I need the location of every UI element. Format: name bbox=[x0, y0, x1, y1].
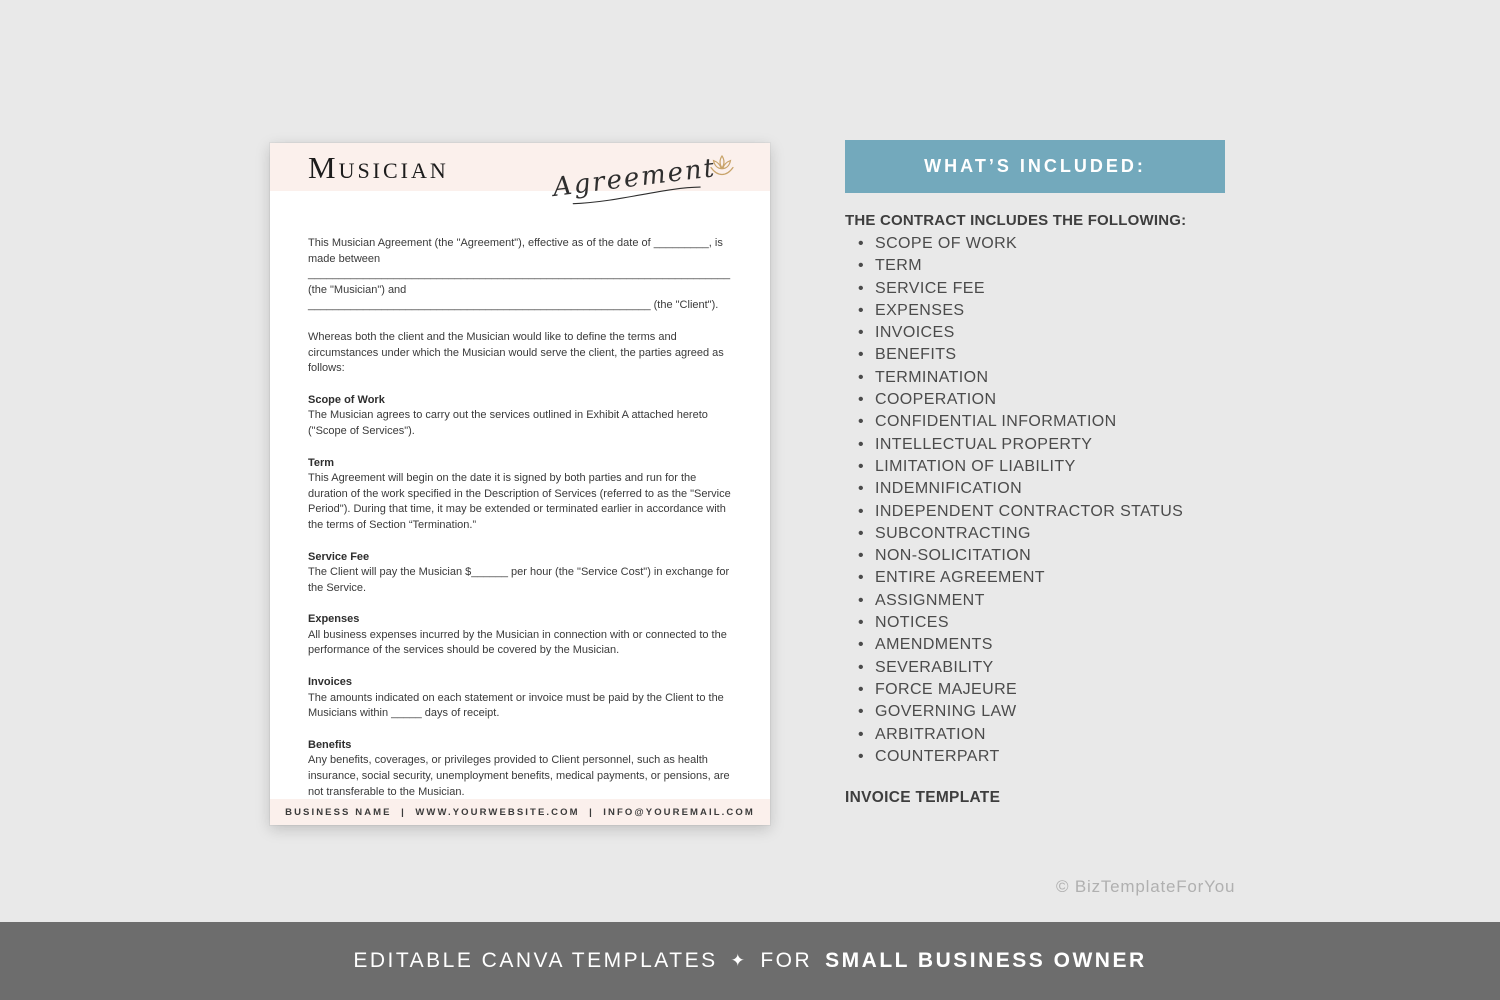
included-item: • INDEMNIFICATION bbox=[858, 478, 1183, 500]
contract-section bbox=[308, 612, 732, 659]
included-item: • GOVERNING LAW bbox=[858, 701, 1183, 723]
contract-body bbox=[308, 236, 732, 816]
included-item: • SEVERABILITY bbox=[858, 657, 1183, 679]
included-item: • INVOICES bbox=[858, 322, 1183, 344]
contract-section bbox=[308, 393, 732, 440]
included-item: • TERMINATION bbox=[858, 367, 1183, 389]
included-list bbox=[858, 233, 1183, 768]
included-item: • ASSIGNMENT bbox=[858, 590, 1183, 612]
included-item: • ARBITRATION bbox=[858, 724, 1183, 746]
intro-paragraph: This Musician Agreement (the "Agreement"), effective as of the date of _________, is made between _____________________________________________________________________ (the "Musician") and ________________________________________________________ (the "Client"). bbox=[308, 237, 731, 312]
section-body: All business expenses incurred by the Musician in connection with or connected to the performance of the services should be covered by the Musician. bbox=[308, 628, 727, 657]
whats-included-banner bbox=[845, 140, 1225, 193]
page-title: Musician bbox=[308, 150, 449, 185]
included-item: • CONFIDENTIAL INFORMATION bbox=[858, 411, 1183, 433]
footer-text-for: FOR bbox=[760, 949, 813, 972]
watermark: © BizTemplateForYou bbox=[1056, 877, 1236, 896]
included-item: • AMENDMENTS bbox=[858, 634, 1183, 656]
included-item: • BENEFITS bbox=[858, 344, 1183, 366]
contract-section bbox=[308, 675, 732, 722]
section-body: The Musician agrees to carry out the services outlined in Exhibit A attached hereto ("Scope of Services"). bbox=[308, 409, 708, 437]
invoice-template-label: INVOICE TEMPLATE bbox=[845, 789, 1001, 806]
section-body: The amounts indicated on each statement or invoice must be paid by the Client to the Musicians within _____ days of receipt. bbox=[308, 691, 724, 720]
section-heading: Expenses bbox=[308, 613, 360, 626]
contract-page bbox=[270, 143, 770, 825]
included-item: • COUNTERPART bbox=[858, 746, 1183, 768]
included-item: • ENTIRE AGREEMENT bbox=[858, 567, 1183, 589]
section-heading: Service Fee bbox=[308, 550, 370, 563]
section-body: The Client will pay the Musician $______ per hour (the "Service Cost") in exchange for the Service. bbox=[308, 566, 730, 594]
section-body: This Agreement will begin on the date it is signed by both parties and run for the duration of the work specified in the Description of Services (referred to as the "Service Period"). During that time, it may be extended or terminated earlier in accordance with the terms of Section “Termination.” bbox=[308, 472, 731, 531]
contact-line: BUSINESS NAME | WWW.YOURWEBSITE.COM | INFO@YOUREMAIL.COM bbox=[285, 806, 755, 818]
section-heading: Benefits bbox=[308, 738, 352, 751]
included-item: • COOPERATION bbox=[858, 389, 1183, 411]
included-item: • TERM bbox=[858, 255, 1183, 277]
contract-sections bbox=[308, 393, 732, 800]
included-item: • INDEPENDENT CONTRACTOR STATUS bbox=[858, 501, 1183, 523]
included-item: • NOTICES bbox=[858, 612, 1183, 634]
contract-section bbox=[308, 456, 732, 534]
contract-section bbox=[308, 550, 732, 597]
section-heading: Scope of Work bbox=[308, 393, 385, 406]
whats-included-label: WHAT’S INCLUDED: bbox=[924, 156, 1146, 176]
sparkle-icon: ✦ bbox=[730, 951, 748, 970]
included-item: • FORCE MAJEURE bbox=[858, 679, 1183, 701]
page-footer-band bbox=[270, 799, 770, 825]
contract-includes-heading: THE CONTRACT INCLUDES THE FOLLOWING: bbox=[845, 212, 1187, 229]
intro-paragraph: Whereas both the client and the Musician would like to define the terms and circumstances under which the Musician would serve the client, the parties agreed as follows: bbox=[308, 330, 724, 375]
contract-section bbox=[308, 738, 732, 800]
lotus-icon bbox=[708, 154, 736, 180]
included-item: • SERVICE FEE bbox=[858, 278, 1183, 300]
included-item: • INTELLECTUAL PROPERTY bbox=[858, 434, 1183, 456]
section-heading: Invoices bbox=[308, 676, 353, 689]
footer-bar bbox=[0, 922, 1500, 1000]
section-heading: Term bbox=[308, 456, 335, 469]
included-item: • SUBCONTRACTING bbox=[858, 523, 1183, 545]
included-item: • EXPENSES bbox=[858, 300, 1183, 322]
script-title-text: Agreement bbox=[551, 153, 718, 203]
footer-text-bold: SMALL BUSINESS OWNER bbox=[825, 949, 1147, 972]
included-item: • NON-SOLICITATION bbox=[858, 545, 1183, 567]
included-item: • SCOPE OF WORK bbox=[858, 233, 1183, 255]
included-item: • LIMITATION OF LIABILITY bbox=[858, 456, 1183, 478]
section-body: Any benefits, coverages, or privileges provided to Client personnel, such as health insurance, social security, unemployment benefits, medical payments, or pensions, are not transferable to the Musician. bbox=[308, 754, 730, 798]
footer-text-regular: EDITABLE CANVA TEMPLATES bbox=[353, 949, 718, 972]
